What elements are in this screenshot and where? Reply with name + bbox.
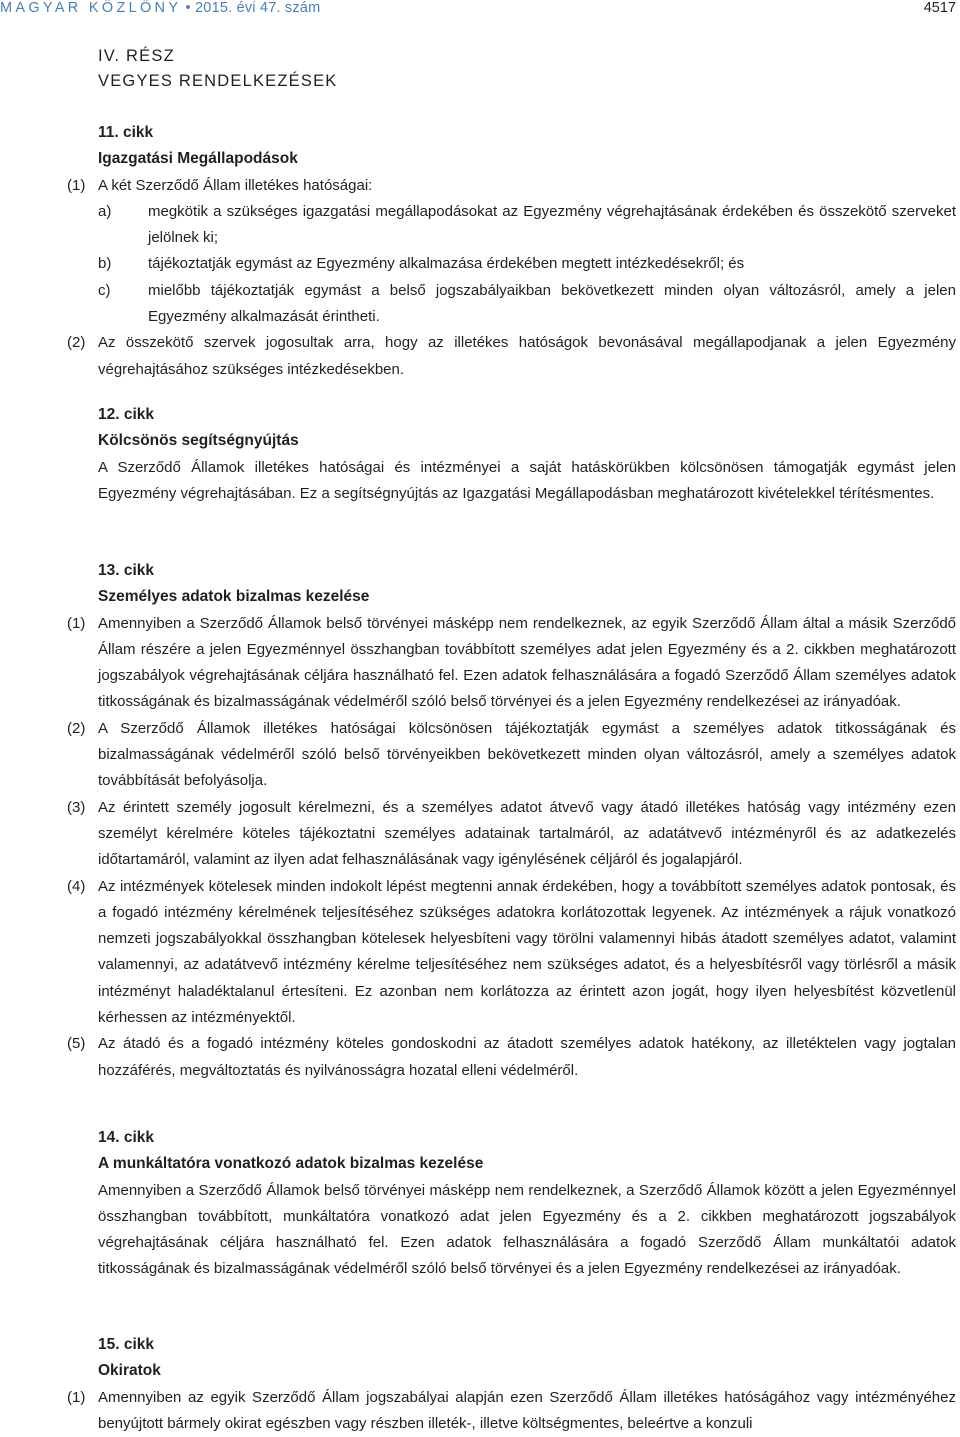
- list-text: tájékoztatják egymást az Egyezmény alkalmazása érdekében megtett intézkedésekről; és: [148, 255, 745, 273]
- article-title: Kölcsönös segítségnyújtás: [98, 432, 299, 450]
- paragraph: [67, 795, 956, 874]
- paragraph-text: Az összekötő szervek jogosultak arra, hogy az illetékes hatóságok bevonásával megállapodjanak a jelen Egyezmény végrehajtásához szükséges intézkedésekben.: [98, 334, 956, 378]
- article-13: [67, 558, 956, 1084]
- list-item: [98, 278, 956, 331]
- list-text: mielőbb tájékoztatják egymást a belső jogszabályaikban bekövetkezett minden olyan változásról, amely a jelen Egyezmény alkalmazását érintheti.: [148, 281, 956, 326]
- article-11: [67, 120, 956, 383]
- paragraph-text: Amennyiben az egyik Szerződő Állam jogszabályai alapján ezen Szerződő Állam illetékes hatóságához vagy intézményéhez benyújtott bármely okirat egészben vagy részben illeték-, illetve költségmentes, beleértve a konzuli: [98, 1388, 956, 1432]
- paragraph-text: Az átadó és a fogadó intézmény köteles gondoskodni az átadott személyes adatok hatékony, az illetéktelen vagy jogtalan hozzáférés, megváltoztatás és nyilvánosságra hozatal elleni védelméről.: [98, 1035, 956, 1079]
- paragraph-text: A két Szerződő Állam illetékes hatóságai:: [98, 176, 373, 194]
- list-text: megkötik a szükséges igazgatási megállapodásokat az Egyezmény végrehajtásának érdekében és összekötő szerveket jelölnek ki;: [148, 202, 956, 247]
- article-14: [98, 1125, 956, 1283]
- article-title: Igazgatási Megállapodások: [98, 150, 298, 168]
- paragraph-number: (1): [67, 1388, 86, 1406]
- paragraph: [67, 330, 956, 383]
- paragraph: [67, 611, 956, 716]
- paragraph: [67, 716, 956, 795]
- issue-label: 2015. évi 47. szám: [195, 0, 321, 16]
- journal-header: [0, 0, 320, 16]
- paragraph: [67, 1385, 956, 1437]
- paragraph-number: (2): [67, 334, 86, 352]
- paragraph-text: A Szerződő Államok illetékes hatóságai és intézményei a saját hatáskörükben kölcsönösen támogatják egymást jelen Egyezmény végrehajtásában. Ez a segítségnyújtás az Igazgatási Megállapodásban meghatározott kivételekkel térítésmentes.: [98, 458, 956, 502]
- page-number: 4517: [923, 0, 956, 16]
- article-title: Személyes adatok bizalmas kezelése: [98, 588, 370, 606]
- running-header: [0, 0, 960, 22]
- list-letter: c): [98, 281, 111, 299]
- article-number: 11. cikk: [98, 124, 154, 141]
- paragraph-number: (2): [67, 719, 86, 737]
- list-item: [98, 199, 956, 252]
- article-number: 14. cikk: [98, 1129, 155, 1146]
- paragraph-number: (1): [67, 176, 86, 194]
- paragraph: [67, 1031, 956, 1084]
- list-letter: a): [98, 202, 112, 220]
- article-number: 15. cikk: [98, 1336, 155, 1353]
- paragraph: [67, 173, 956, 199]
- article-number: 13. cikk: [98, 562, 155, 579]
- separator-bullet: •: [185, 0, 191, 16]
- article-title: A munkáltatóra vonatkozó adatok bizalmas kezelése: [98, 1155, 484, 1173]
- journal-name: MAGYAR KÖZLÖNY: [0, 0, 182, 16]
- paragraph-text: Amennyiben a Szerződő Államok belső törvényei másképp nem rendelkeznek, az egyik Szerződő Állam által a másik Szerződő Állam részére a jelen Egyezménnyel összhangban továbbított személyes adat jelen Egyezmény és a 2. cikkben meghatározott jogszabályok végrehajtásának céljára használható fel. Ezen adatok felhasználására a fogadó Szerződő Állam személyes adatok titkosságának és bizalmasságának védelméről szóló belső törvényei és a jelen Egyezmény rendelkezései az irányadóak.: [98, 614, 956, 711]
- article-12: [98, 402, 956, 507]
- article-number: 12. cikk: [98, 406, 155, 423]
- part-number: IV. RÉSZ: [98, 47, 175, 65]
- paragraph-text: Az intézmények kötelesek minden indokolt lépést megtenni annak érdekében, hogy a továbbított személyes adatok pontosak, és a fogadó intézmény kérelmének teljesítéséhez szükséges adatokra korlátozottak legyenek. Az intézmények a rájuk vonatkozó nemzeti jogszabályokkal összhangban kötelesek helyesbíteni vagy törölni valamennyi hibás átadott személyes adatot, valamint valamennyi, az adatátvevő intézmény kérelme teljesítéséhez nem szükséges adatot, és a helyesbítésről vagy törlésről a másik intézményt haladéktalanul értesíteni. Ez azonban nem korlátozza az érintett azon jogát, hogy ilyen helyesbítést közvetlenül kérhessen az intézményektől.: [98, 877, 956, 1027]
- list-item: [98, 251, 956, 277]
- article-title: Okiratok: [98, 1362, 161, 1380]
- paragraph-number: (5): [67, 1035, 86, 1053]
- paragraph: [67, 874, 956, 1032]
- list-letter: b): [98, 255, 112, 273]
- article-15: [67, 1332, 956, 1437]
- paragraph-text: A Szerződő Államok illetékes hatóságai kölcsönösen tájékoztatják egymást a személyes adatok titkosságának és bizalmasságának védelméről szóló belső törvényeikben bekövetkezett minden olyan változásról, amely a személyes adatok továbbítását befolyásolja.: [98, 719, 956, 790]
- paragraph-text: Az érintett személy jogosult kérelmezni, és a személyes adatot átvevő vagy átadó illetékes hatóság vagy intézmény ezen személyt kérelmére köteles tájékoztatni személyes adatainak tartalmáról, az adatátvevő intézményről és az adatkezelés időtartamáról, valamint az ilyen adat felhasználásának vagy igénylésének céljáról és jogalapjáról.: [98, 798, 956, 869]
- paragraph-number: (4): [67, 877, 86, 895]
- paragraph-number: (3): [67, 798, 86, 816]
- paragraph-text: Amennyiben a Szerződő Államok belső törvényei másképp nem rendelkeznek, a Szerződő Államok között a jelen Egyezménnyel összhangban továbbított, munkáltatóra vonatkozó adat jelen Egyezmény és a 2. cikkben meghatározott jogszabályok végrehajtásának céljára használható fel. Ezen adatok felhasználására a fogadó Szerződő Állam munkáltatói adatok titkosságának és bizalmasságának védelméről szóló belső törvényei és a jelen Egyezmény rendelkezései az irányadóak.: [98, 1181, 956, 1278]
- part-title: VEGYES RENDELKEZÉSEK: [98, 72, 338, 90]
- paragraph-number: (1): [67, 614, 86, 632]
